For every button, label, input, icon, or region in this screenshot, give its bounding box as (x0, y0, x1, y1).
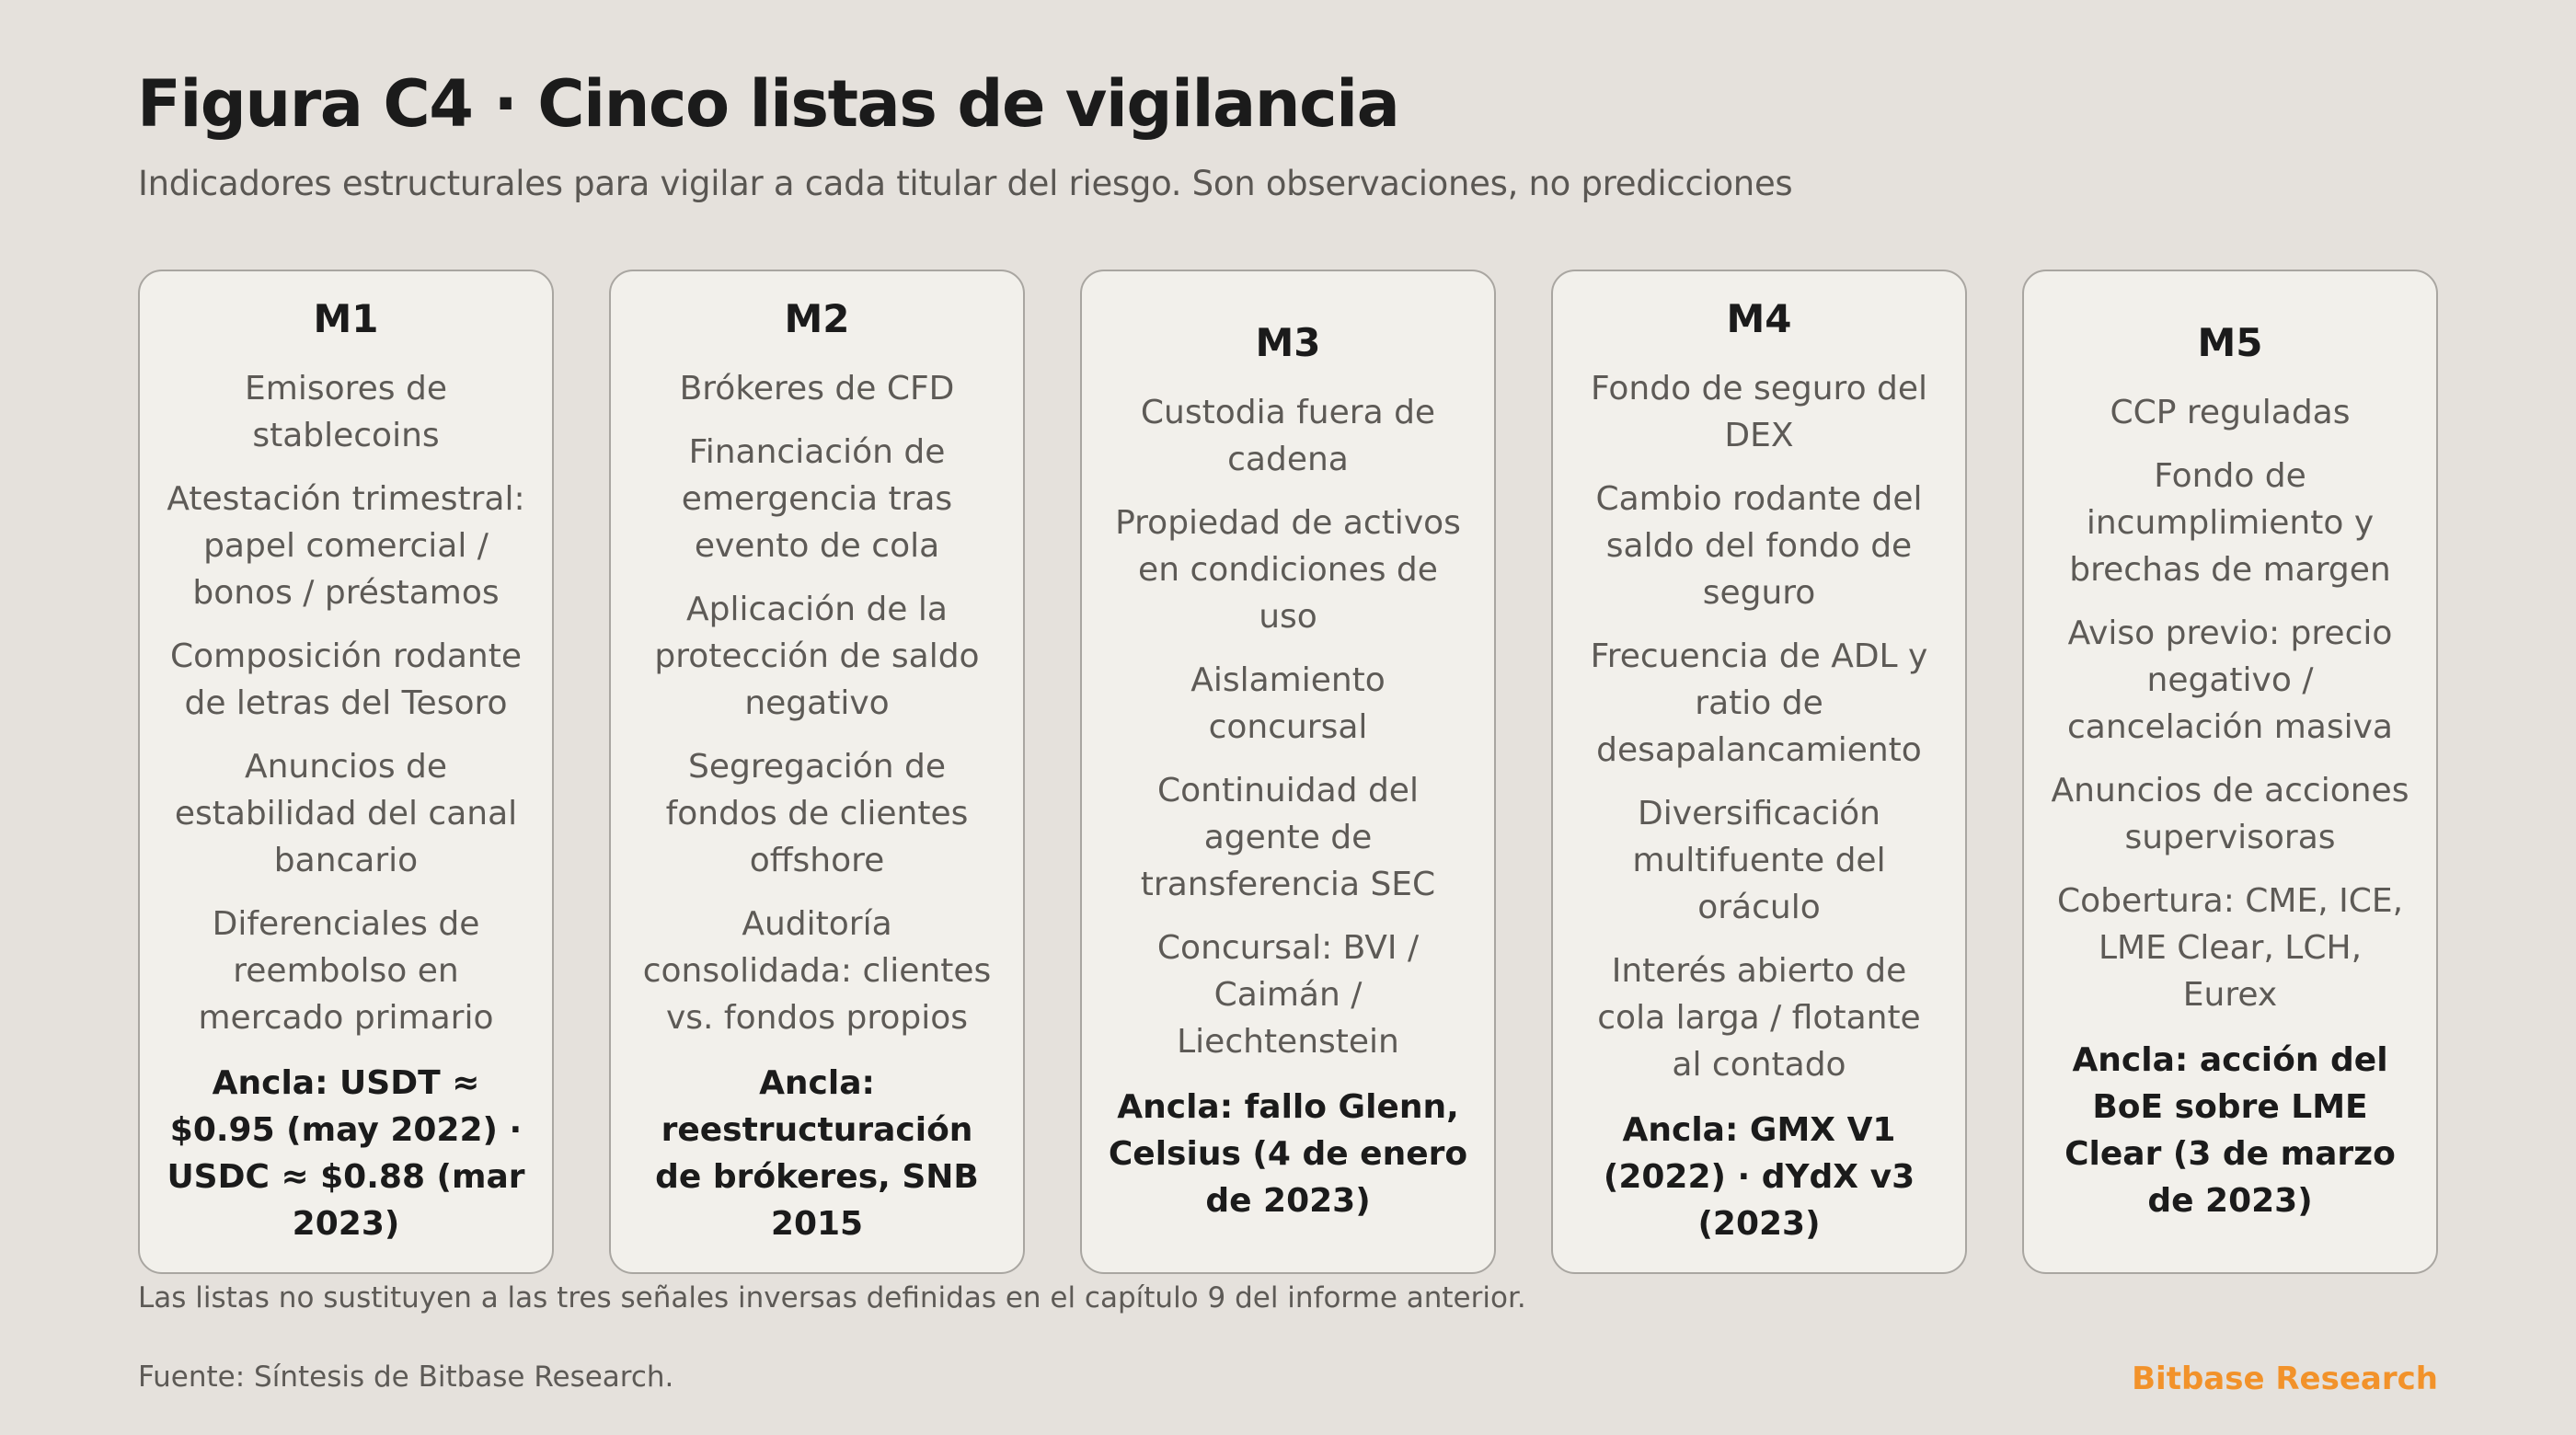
card-item: Composición rodante de letras del Tesoro (170, 637, 522, 722)
card-item: Cobertura: CME, ICE, LME Clear, LCH, Eurex (2056, 881, 2404, 1014)
card-item: Financiación de emergencia tras evento de cola (681, 433, 953, 565)
card-item: Anuncios de estabilidad del canal bancario (174, 748, 518, 879)
card-item: Aplicación de la protección de saldo negativo (654, 591, 980, 722)
card-item: Emisores de stablecoins (245, 370, 447, 454)
figure-title: Figura C4 · Cinco listas de vigilancia (137, 66, 1399, 142)
card-title: M2 (784, 296, 850, 341)
card-item: Anuncios de acciones supervisoras (2051, 771, 2409, 856)
watchlist-card-m1 (138, 270, 554, 1274)
card-item: Diversificación multifuente del oráculo (1632, 795, 1886, 926)
card-item: Aviso previo: precio negativo / cancelación masiva (2066, 614, 2393, 746)
card-items (1579, 365, 1939, 1105)
card-anchor: Ancla: fallo Glenn, Celsius (4 de enero de 2023) (1108, 1087, 1468, 1220)
figure-subtitle: Indicadores estructurales para vigilar a cada titular del riesgo. Son observaciones, no predicciones (138, 164, 1793, 203)
watchlist-card-m2 (609, 270, 1025, 1274)
footnote: Las listas no sustituyen a las tres señales inversas definidas en el capítulo 9 del informe anterior. (138, 1281, 1526, 1314)
card-item: Auditoría consolidada: clientes vs. fondos propios (642, 905, 992, 1037)
card-item: Fondo de seguro del DEX (1590, 370, 1928, 454)
card-item: Brókeres de CFD (679, 370, 955, 408)
card-item: Fondo de incumplimiento y brechas de margen (2069, 456, 2391, 589)
card-item: Interés abierto de cola larga / flotante al contado (1597, 952, 1921, 1084)
card-items (166, 365, 526, 1058)
card-item: Concursal: BVI / Caimán / Liechtenstein (1156, 928, 1420, 1061)
brand-label: Bitbase Research (2132, 1360, 2438, 1397)
watchlist-cards (138, 270, 2438, 1274)
card-item: Propiedad de activos en condiciones de uso (1115, 503, 1461, 636)
card-item: CCP reguladas (2110, 393, 2351, 431)
card-item: Custodia fuera de cadena (1140, 393, 1436, 478)
card-anchor: Ancla: reestructuración de brókeres, SNB 2015 (655, 1064, 979, 1243)
card-item: Segregación de fondos de clientes offshore (665, 748, 969, 879)
card-items (2050, 389, 2410, 1035)
watchlist-card-m3 (1080, 270, 1496, 1274)
card-item: Aislamiento concursal (1190, 660, 1386, 746)
card-anchor: Ancla: GMX V1 (2022) · dYdX v3 (2023) (1603, 1111, 1915, 1243)
source-note: Fuente: Síntesis de Bitbase Research. (138, 1360, 674, 1394)
card-item: Diferenciales de reembolso en mercado primario (198, 905, 494, 1037)
card-item: Atestación trimestral: papel comercial / bonos / préstamos (167, 480, 525, 612)
card-item: Continuidad del agente de transferencia SEC (1140, 771, 1436, 903)
card-title: M4 (1726, 296, 1792, 341)
watchlist-card-m5 (2022, 270, 2438, 1274)
card-title: M1 (313, 296, 379, 341)
card-item: Cambio rodante del saldo del fondo de seguro (1595, 480, 1923, 612)
card-items (1108, 389, 1468, 1082)
watchlist-card-m4 (1551, 270, 1967, 1274)
card-items (637, 365, 997, 1058)
card-title: M5 (2197, 319, 2263, 365)
card-anchor: Ancla: acción del BoE sobre LME Clear (3 de marzo de 2023) (2064, 1040, 2396, 1220)
card-item: Frecuencia de ADL y ratio de desapalancamiento (1590, 637, 1928, 769)
card-title: M3 (1255, 319, 1321, 365)
card-anchor: Ancla: USDT ≈ $0.95 (may 2022) · USDC ≈ $0.88 (mar 2023) (167, 1064, 525, 1243)
